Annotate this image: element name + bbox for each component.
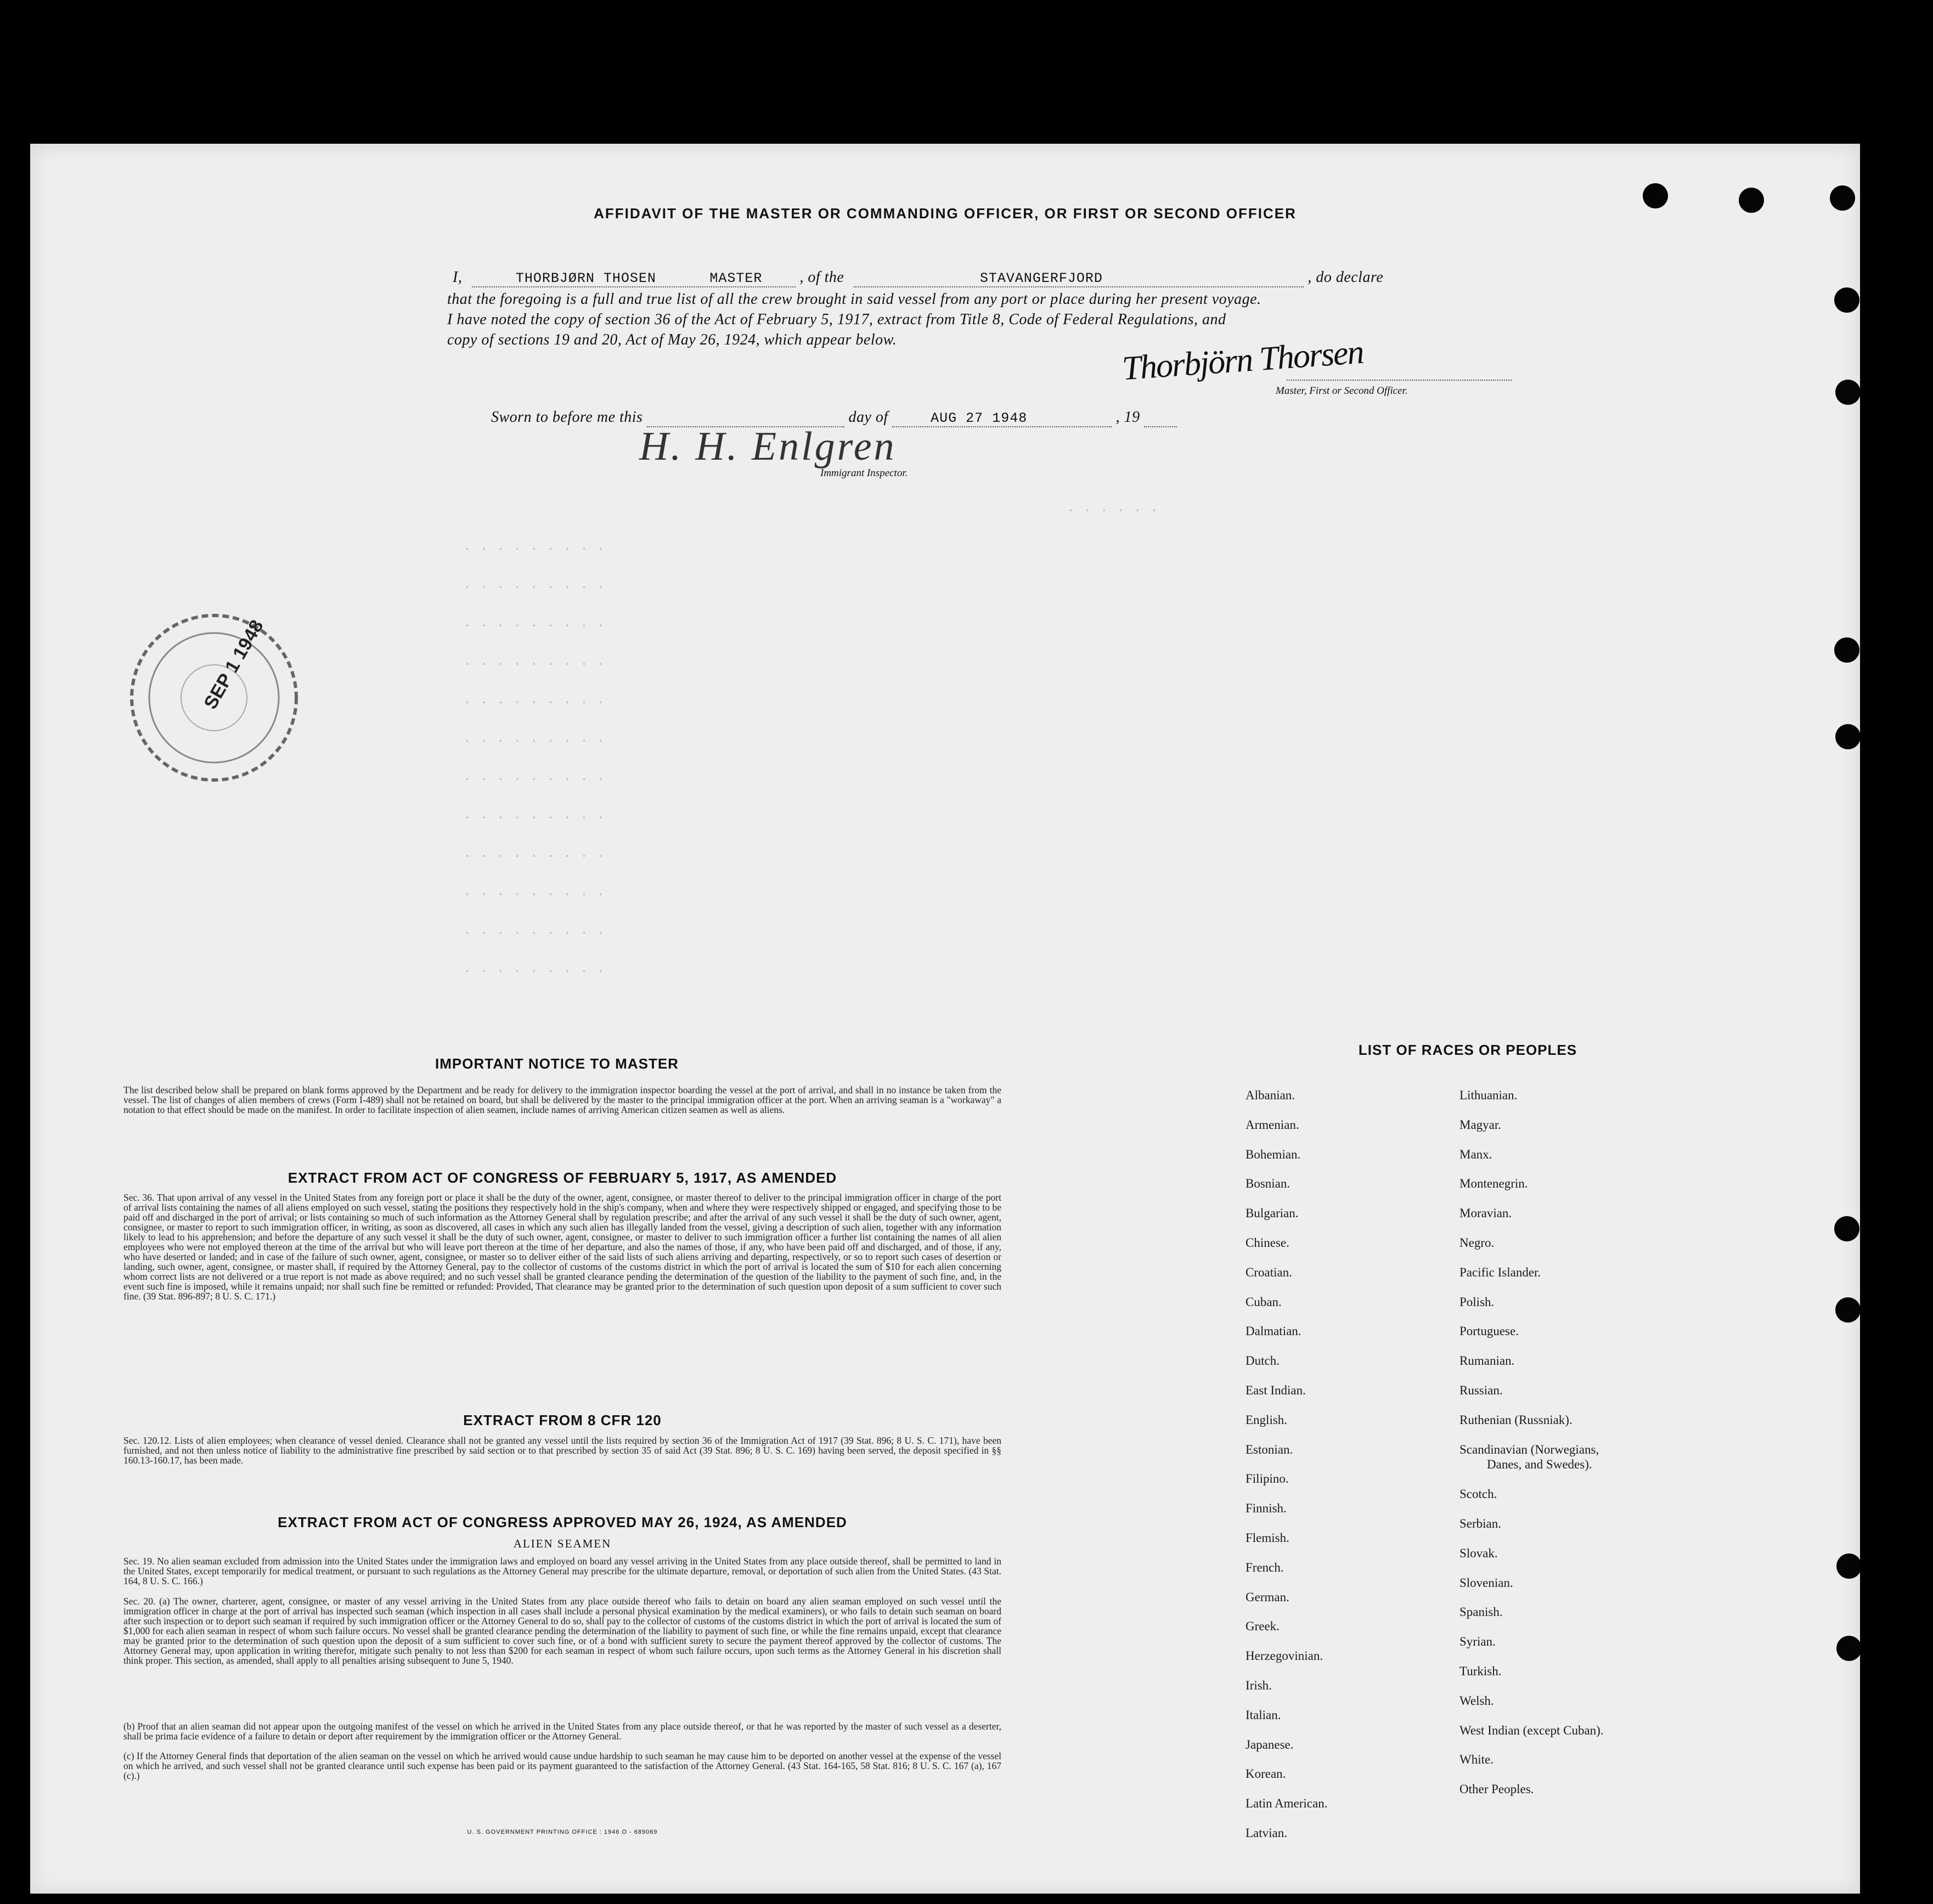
svg-text:. . . .: . . . . . .	[1067, 501, 1159, 515]
race-item: West Indian (except Cuban).	[1459, 1723, 1604, 1737]
race-item: Dalmatian.	[1246, 1324, 1301, 1338]
affidavit-line-4: copy of sections 19 and 20, Act of May 26, 1924, which appear below.	[447, 331, 897, 348]
race-item: German.	[1246, 1590, 1289, 1604]
race-item: French.	[1246, 1560, 1284, 1574]
race-item: Slovak.	[1459, 1546, 1498, 1560]
race-item: English.	[1246, 1413, 1288, 1427]
race-item: Bohemian.	[1246, 1147, 1301, 1161]
race-item: Latin American.	[1246, 1796, 1328, 1811]
races-title: LIST OF RACES OR PEOPLES	[1358, 1042, 1577, 1058]
signature-caption: Master, First or Second Officer.	[1276, 385, 1408, 397]
printer-line: U. S. GOVERNMENT PRINTING OFFICE : 1946 O - 689069	[467, 1829, 658, 1835]
punch-hole	[1834, 637, 1859, 663]
race-item: Scotch.	[1459, 1487, 1497, 1501]
race-item: Chinese.	[1246, 1236, 1289, 1250]
race-item: Russian.	[1459, 1383, 1503, 1397]
race-item: Rumanian.	[1459, 1354, 1515, 1368]
extract-1917-title: EXTRACT FROM ACT OF CONGRESS OF FEBRUARY 5, 1917, AS AMENDED	[288, 1169, 837, 1186]
sworn-date-field	[892, 409, 1112, 427]
race-item: Flemish.	[1246, 1531, 1289, 1545]
race-item: Lithuanian.	[1459, 1088, 1518, 1102]
race-item: Danes, and Swedes).	[1487, 1457, 1592, 1472]
race-item: Scandinavian (Norwegians,	[1459, 1442, 1599, 1456]
race-item: Portuguese.	[1459, 1324, 1519, 1338]
race-item: Ruthenian (Russniak).	[1459, 1413, 1573, 1427]
race-item: Slovenian.	[1459, 1575, 1513, 1590]
race-item: Syrian.	[1459, 1635, 1496, 1649]
race-item: Greek.	[1246, 1619, 1280, 1634]
vessel-name: STAVANGERFJORD	[979, 270, 1103, 286]
svg-text:. . . .: . . . . . . . . .	[464, 885, 606, 899]
svg-text:. . . .: . . . . . . . . .	[464, 578, 606, 592]
i-label: I,	[453, 269, 463, 286]
punch-hole	[1835, 380, 1860, 405]
extract-1917-body: Sec. 36. That upon arrival of any vessel in the United States from any foreign port or place it shall be the duty of the owner, agent, consignee, or master thereof to deliver to the principal immigration officer in charge of the port of arrival lists containing the names of all aliens employed on such vessel, stating the positions they respectively hold in the ship's company, when and where they were respectively shipped or engaged, and specifying those to be paid off and discharged in the port of arrival; or lists containing so much of such information as the Attorney General shall by regulation prescribe; and after the arrival of any such vessel it shall be the duty of such owner, agent, consignee, or master to report to such immigration officer, in writing, as soon as discovered, all cases in which any such alien has illegally landed from the vessel, giving a description of such alien, together with any information likely to lead to his apprehension; and before the departure of any such vessel it shall be the duty of such owner, agent, consignee, or master to deliver to such immigration officer a further list containing the names of all alien employees who were not employed thereon at the time of the arrival but who will leave port thereon at the time of her departure, and also the names of those, if any, who have been paid off and discharged, and of those, if any, who have deserted or landed; and in case of the failure of such owner, agent, consignee, or master so to deliver either of the said lists of such aliens arriving and departing, respectively, or so to report such cases of desertion or landing, such owner, agent, consignee, or master shall, if required by the Attorney General, pay to the collector of customs of the customs district in which the port of arrival is located the sum of $10 for each alien concerning whom correct lists are not delivered or a true report is not made as above required; and no such vessel shall be granted clearance pending the determination of the question of the liability to the payment of such fine, and, in the event such fine is imposed, while it remains unpaid; nor shall such fine be remitted or refunded: Provided, That clearance may be granted prior to the determination of such question upon deposit of a sum sufficient to cover such fine. (39 Stat. 896-897; 8 U. S. C. 171.)	[123, 1192, 1001, 1302]
document-page	[30, 144, 1860, 1894]
punch-hole	[1835, 1297, 1860, 1323]
race-item: Manx.	[1459, 1147, 1492, 1161]
race-item: Irish.	[1246, 1679, 1272, 1692]
inspector-caption: Immigrant Inspector.	[820, 467, 908, 479]
alien-seamen-subtitle: ALIEN SEAMEN	[513, 1537, 612, 1550]
race-item: Latvian.	[1246, 1826, 1287, 1840]
signature-line	[1287, 380, 1512, 381]
sworn-date: AUG 27 1948	[931, 410, 1028, 426]
punch-hole	[1835, 724, 1860, 749]
master-rank: MASTER	[709, 270, 763, 286]
race-item: Japanese.	[1246, 1737, 1294, 1752]
sworn-label: Sworn to before me this	[491, 409, 643, 426]
svg-text:. . . .: . . . . . . . . .	[464, 540, 606, 553]
master-name-field	[472, 269, 796, 287]
svg-text:. . . .: . . . . . . . . .	[464, 770, 606, 784]
punch-hole	[1836, 1636, 1860, 1661]
svg-text:. . . .: . . . . . . . . .	[464, 962, 606, 976]
stamp-date: SEP 1 1948	[200, 616, 268, 713]
svg-text:. . . .: . . . . . . . . .	[464, 847, 606, 861]
race-item: Cuban.	[1246, 1295, 1282, 1309]
race-item: Filipino.	[1246, 1472, 1289, 1486]
race-item: Dutch.	[1246, 1354, 1280, 1368]
race-item: Albanian.	[1246, 1088, 1295, 1102]
race-item: Estonian.	[1246, 1442, 1293, 1456]
race-item: Herzegovinian.	[1246, 1649, 1323, 1663]
do-declare-label: , do declare	[1308, 269, 1384, 286]
master-signature: Thorbjörn Thorsen	[1121, 333, 1365, 388]
race-item: Bulgarian.	[1246, 1206, 1299, 1221]
svg-text:. . . .: . . . . . . . . .	[464, 924, 606, 937]
race-item: Moravian.	[1459, 1206, 1512, 1221]
race-item: East Indian.	[1246, 1383, 1306, 1397]
day-of-label: day of	[848, 409, 888, 426]
race-item: Croatian.	[1246, 1265, 1292, 1279]
extract-cfr-body: Sec. 120.12. Lists of alien employees; when clearance of vessel denied. Clearance shall not be granted any vessel until the lists required by section 36 of the Immigration Act of 1917 (39 Stat. 896; 8 U. S. C. 171), have been furnished, and not then unless notice of liability to the administrative fine prescribed by said section or to that prescribed by section 35 of said Act (39 Stat. 896; 8 U. S. C. 169) having been served, the deposit specified in §§ 160.13-160.17, has been made.	[123, 1435, 1001, 1466]
punch-hole	[1834, 287, 1859, 313]
received-stamp	[121, 604, 307, 791]
master-name: THORBJØRN THOSEN	[515, 270, 656, 286]
punch-hole	[1836, 1553, 1860, 1579]
affidavit-line-2: that the foregoing is a full and true list of all the crew brought in said vessel from any port or place during her present voyage.	[447, 291, 1261, 308]
notice-body: The list described below shall be prepared on blank forms approved by the Department and be ready for delivery to the immigration inspector boarding the vessel at the port of arrival, and shall in no instance be taken from the vessel. The list of changes of alien members of crews (Form I-489) shall not be retained on board, but shall be delivered by the master to the principal immigration officer at the port. When an arriving seaman is a "workaway" a notation to that effect should be made on the manifest. In order to facilitate inspection of alien seamen, include names of arriving American citizen seamen as well as aliens.	[123, 1084, 1001, 1115]
of-the-label: , of the	[799, 269, 844, 286]
nineteen-label: , 19	[1115, 409, 1140, 426]
race-item: Spanish.	[1459, 1605, 1503, 1619]
race-item: Bosnian.	[1246, 1177, 1290, 1191]
race-item: Magyar.	[1459, 1117, 1502, 1132]
extract-1924-sec19: Sec. 19. No alien seaman excluded from admission into the United States under the immigration laws and employed on board any vessel arriving in the United States from any place outside thereof, shall be permitted to land in the United States, except temporarily for medical treatment, or pursuant to such regulations as the Attorney General may prescribe for the ultimate departure, removal, or deportation of such alien from the United States. (43 Stat. 164, 8 U. S. C. 166.)	[123, 1556, 1001, 1586]
extract-cfr-title: EXTRACT FROM 8 CFR 120	[463, 1412, 662, 1428]
race-item: White.	[1459, 1753, 1494, 1767]
svg-text:. . . .: . . . . . . . . .	[464, 809, 606, 822]
race-item: Finnish.	[1246, 1501, 1287, 1516]
race-item: Turkish.	[1459, 1664, 1502, 1678]
extract-1924-sec20c: (c) If the Attorney General finds that deportation of the alien seaman on the vessel on which he arrived would cause undue hardship to such seaman he may cause him to be deported on another vessel at the expense of the vessel on which he arrived, and such vessel shall not be granted clearance until such expense has been paid or its payment guaranteed to the satisfaction of the Attorney General. (43 Stat. 164-165, 58 Stat. 816; 8 U. S. C. 167 (a), 167 (c).)	[123, 1750, 1001, 1781]
race-item: Italian.	[1246, 1708, 1281, 1722]
extract-1924-sec20a: Sec. 20. (a) The owner, charterer, agent, consignee, or master of any vessel arriving in the United States from any place outside thereof who fails to detain on board any alien seaman employed on such vessel until the immigration officer in charge at the port of arrival has inspected such seaman (which inspection in all cases shall include a personal physical examination by the medical examiners), or who fails to detain such seaman on board after such inspection or to deport such seaman if required by such immigration officer or the Attorney General to do so, shall pay to the collector of customs of the customs district in which the port of arrival is located the sum of $1,000 for each alien seaman in respect of whom such failure occurs. No vessel shall be granted clearance pending the determination of the liability to payment of such fine, or while the fine remains unpaid, except that clearance may be granted prior to the determination of such question upon the deposit of a sum sufficient to cover such fine, or of a bond with sufficient surety to secure the payment thereof approved by the collector of customs. The Attorney General may, upon application in writing therefor, mitigate such penalty to not less than $200 for each seaman in respect of whom such failure occurs, upon such terms as the Attorney General in his discretion shall think proper. This section, as amended, shall apply to all penalties arising subsequent to June 5, 1940.	[123, 1596, 1001, 1666]
extract-1924-sec20b: (b) Proof that an alien seaman did not appear upon the outgoing manifest of the vessel on which he arrived in the United States from any place outside thereof, or that he was reported by the master of such vessel as a deserter, shall be prima facie evidence of a failure to detain or deport after requirement by the immigration officer or the Attorney General.	[123, 1721, 1001, 1742]
affidavit-declaration-line	[453, 269, 1517, 287]
race-item: Serbian.	[1459, 1517, 1502, 1530]
extract-1924-title: EXTRACT FROM ACT OF CONGRESS APPROVED MAY 26, 1924, AS AMENDED	[278, 1514, 847, 1530]
notice-title: IMPORTANT NOTICE TO MASTER	[435, 1055, 679, 1072]
affidavit-line-3: I have noted the copy of section 36 of the Act of February 5, 1917, extract from Title 8, Code of Federal Regulations, and	[447, 311, 1226, 328]
svg-text:. . . .: . . . . . . . . .	[464, 655, 606, 669]
vessel-field	[854, 269, 1304, 287]
race-item: Welsh.	[1459, 1693, 1494, 1708]
punch-hole	[1834, 1216, 1859, 1241]
inspector-signature: H. H. Enlgren	[639, 424, 897, 469]
race-item: Montenegrin.	[1459, 1177, 1528, 1191]
affidavit-title: AFFIDAVIT OF THE MASTER OR COMMANDING OFFICER, OR FIRST OR SECOND OFFICER	[594, 205, 1297, 222]
race-item: Armenian.	[1246, 1117, 1299, 1132]
race-item: Negro.	[1459, 1236, 1495, 1250]
race-item: Polish.	[1459, 1295, 1495, 1309]
svg-text:. . . .: . . . . . . . . .	[464, 617, 606, 630]
race-item: Pacific Islander.	[1459, 1265, 1541, 1279]
svg-text:. . . .: . . . . . . . . .	[464, 693, 606, 707]
svg-text:. . . .: . . . . . . . . .	[464, 732, 606, 745]
race-item: Korean.	[1246, 1767, 1286, 1781]
race-item: Other Peoples.	[1459, 1782, 1534, 1796]
